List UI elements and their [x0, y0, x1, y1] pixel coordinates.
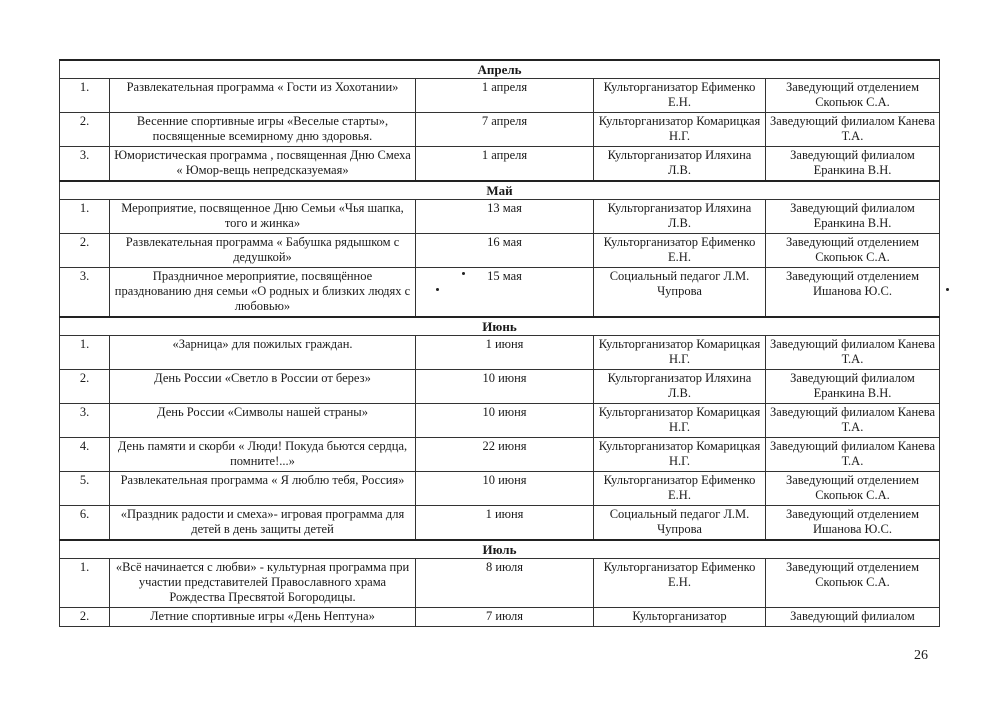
responsible-head: Заведующий отделением Скопьюк С.А.: [766, 559, 940, 608]
event-organizer: Культорганизатор: [594, 608, 766, 627]
event-organizer: Культорганизатор Комарицкая Н.Г.: [594, 438, 766, 472]
event-organizer: Социальный педагог Л.М. Чупрова: [594, 506, 766, 541]
row-number: 1.: [60, 559, 110, 608]
responsible-head: Заведующий отделением Скопьюк С.А.: [766, 234, 940, 268]
event-date: 1 апреля: [416, 147, 594, 182]
table-row: [60, 268, 940, 318]
event-organizer: Социальный педагог Л.М. Чупрова: [594, 268, 766, 318]
event-organizer: Культорганизатор Ефименко Е.Н.: [594, 234, 766, 268]
table-row: [60, 234, 940, 268]
table-row: [60, 113, 940, 147]
event-date: 1 июня: [416, 336, 594, 370]
event-date: 7 июля: [416, 608, 594, 627]
event-title: День России «Символы нашей страны»: [110, 404, 416, 438]
event-date: 8 июля: [416, 559, 594, 608]
responsible-head: Заведующий филиалом Канева Т.А.: [766, 404, 940, 438]
event-organizer: Культорганизатор Ефименко Е.Н.: [594, 79, 766, 113]
event-date: 10 июня: [416, 370, 594, 404]
event-title: Развлекательная программа « Гости из Хохотании»: [110, 79, 416, 113]
row-number: 3.: [60, 147, 110, 182]
table-row: [60, 472, 940, 506]
table-row: [60, 608, 940, 627]
event-date: 7 апреля: [416, 113, 594, 147]
row-number: 4.: [60, 438, 110, 472]
event-organizer: Культорганизатор Иляхина Л.В.: [594, 200, 766, 234]
table-row: [60, 438, 940, 472]
event-date: 15 мая: [416, 268, 594, 318]
event-date: 22 июня: [416, 438, 594, 472]
event-title: Юмористическая программа , посвященная Дню Смеха « Юмор-вещь непредсказуемая»: [110, 147, 416, 182]
event-date: 10 июня: [416, 472, 594, 506]
month-row: [60, 317, 940, 336]
event-organizer: Культорганизатор Комарицкая Н.Г.: [594, 404, 766, 438]
event-date: 13 мая: [416, 200, 594, 234]
event-title: «Всё начинается с любви» - культурная программа при участии представителей Православного храма Рождества Пресвятой Богородицы.: [110, 559, 416, 608]
month-row: [60, 181, 940, 200]
events-plan-table: [59, 59, 940, 627]
responsible-head: Заведующий филиалом Еранкина В.Н.: [766, 147, 940, 182]
event-date: 1 июня: [416, 506, 594, 541]
event-title: «Зарница» для пожилых граждан.: [110, 336, 416, 370]
row-number: 3.: [60, 404, 110, 438]
page-number: 26: [914, 648, 928, 663]
row-number: 2.: [60, 113, 110, 147]
month-row: [60, 60, 940, 79]
month-heading: Июль: [60, 540, 940, 559]
scan-speck: [946, 288, 949, 291]
scan-speck: [462, 272, 465, 275]
responsible-head: Заведующий отделением Ишанова Ю.С.: [766, 506, 940, 541]
responsible-head: Заведующий филиалом Канева Т.А.: [766, 438, 940, 472]
table-row: [60, 404, 940, 438]
table-row: [60, 79, 940, 113]
responsible-head: Заведующий филиалом Канева Т.А.: [766, 336, 940, 370]
responsible-head: Заведующий отделением Ишанова Ю.С.: [766, 268, 940, 318]
table-row: [60, 370, 940, 404]
month-heading: Июнь: [60, 317, 940, 336]
row-number: 1.: [60, 79, 110, 113]
row-number: 5.: [60, 472, 110, 506]
event-organizer: Культорганизатор Ефименко Е.Н.: [594, 559, 766, 608]
event-title: Летние спортивные игры «День Нептуна»: [110, 608, 416, 627]
event-organizer: Культорганизатор Иляхина Л.В.: [594, 147, 766, 182]
row-number: 1.: [60, 336, 110, 370]
row-number: 3.: [60, 268, 110, 318]
event-title: Праздничное мероприятие, посвящённое празднованию дня семьи «О родных и близких людях с любовью»: [110, 268, 416, 318]
event-title: День России «Светло в России от берез»: [110, 370, 416, 404]
event-organizer: Культорганизатор Комарицкая Н.Г.: [594, 336, 766, 370]
responsible-head: Заведующий филиалом Канева Т.А.: [766, 113, 940, 147]
event-date: 1 апреля: [416, 79, 594, 113]
responsible-head: Заведующий отделением Скопьюк С.А.: [766, 472, 940, 506]
table-row: [60, 506, 940, 541]
table-row: [60, 200, 940, 234]
row-number: 6.: [60, 506, 110, 541]
table-row: [60, 559, 940, 608]
event-organizer: Культорганизатор Ефименко Е.Н.: [594, 472, 766, 506]
event-title: Мероприятие, посвященное Дню Семьи «Чья шапка, того и жинка»: [110, 200, 416, 234]
table-row: [60, 147, 940, 182]
event-date: 10 июня: [416, 404, 594, 438]
row-number: 1.: [60, 200, 110, 234]
responsible-head: Заведующий отделением Скопьюк С.А.: [766, 79, 940, 113]
event-date: 16 мая: [416, 234, 594, 268]
event-title: Весенние спортивные игры «Веселые старты», посвященные всемирному дню здоровья.: [110, 113, 416, 147]
event-title: Развлекательная программа « Я люблю тебя, Россия»: [110, 472, 416, 506]
scan-speck: [436, 288, 439, 291]
month-heading: Май: [60, 181, 940, 200]
event-title: Развлекательная программа « Бабушка рядышком с дедушкой»: [110, 234, 416, 268]
responsible-head: Заведующий филиалом: [766, 608, 940, 627]
event-organizer: Культорганизатор Комарицкая Н.Г.: [594, 113, 766, 147]
event-title: День памяти и скорби « Люди! Покуда бьются сердца, помните!...»: [110, 438, 416, 472]
row-number: 2.: [60, 234, 110, 268]
month-heading: Апрель: [60, 60, 940, 79]
table-row: [60, 336, 940, 370]
event-title: «Праздник радости и смеха»- игровая программа для детей в день защиты детей: [110, 506, 416, 541]
responsible-head: Заведующий филиалом Еранкина В.Н.: [766, 200, 940, 234]
event-organizer: Культорганизатор Иляхина Л.В.: [594, 370, 766, 404]
row-number: 2.: [60, 608, 110, 627]
row-number: 2.: [60, 370, 110, 404]
month-row: [60, 540, 940, 559]
responsible-head: Заведующий филиалом Еранкина В.Н.: [766, 370, 940, 404]
